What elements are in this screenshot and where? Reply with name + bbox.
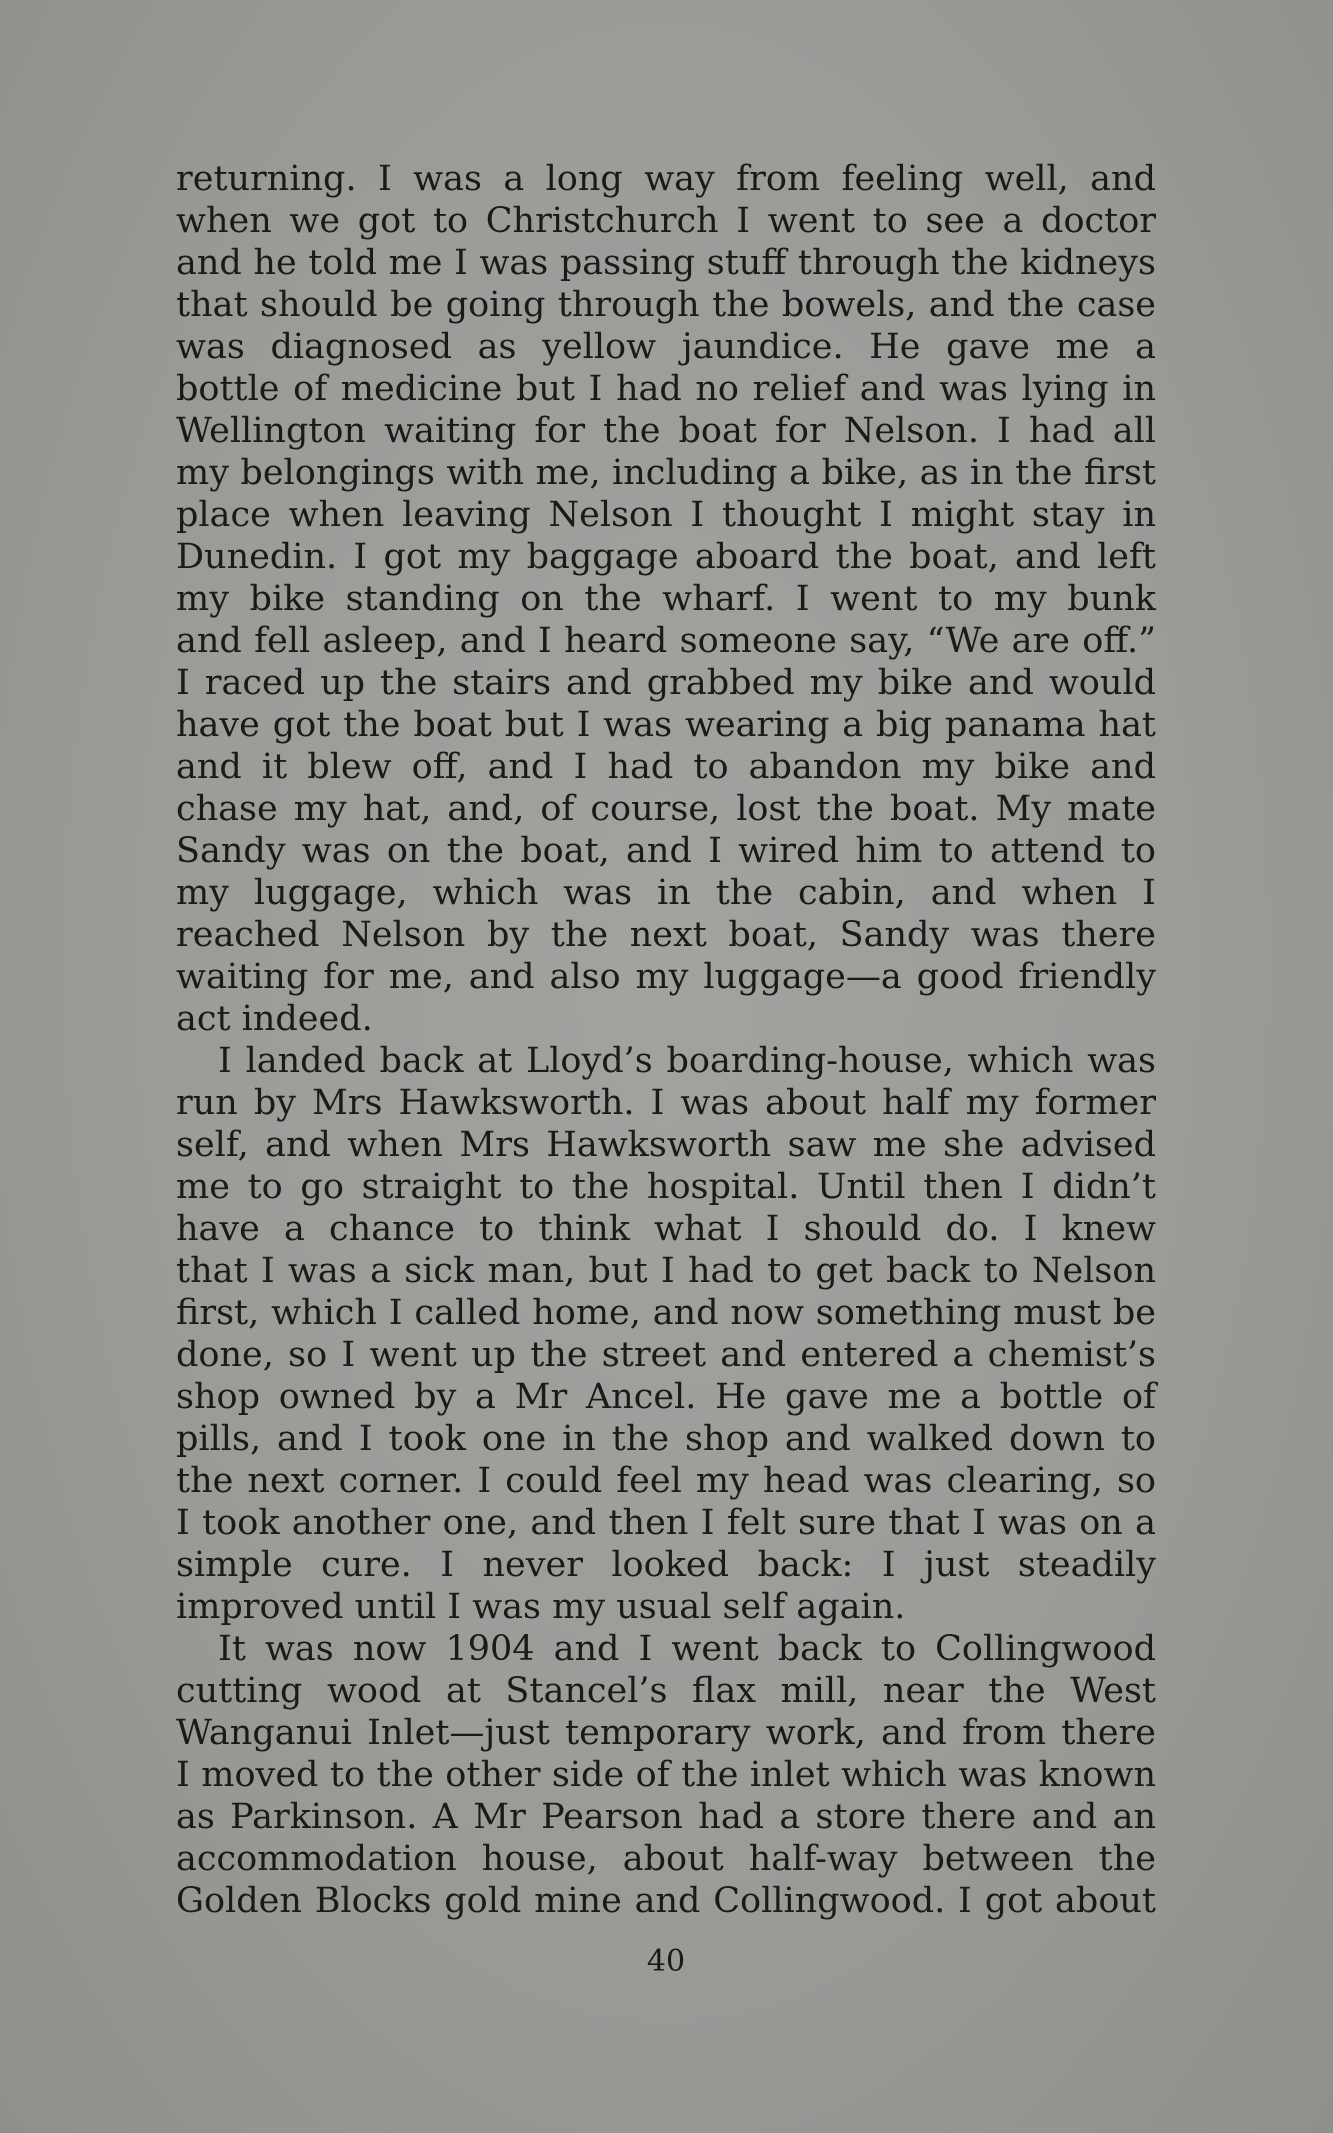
text-line: pills, and I took one in the shop and walked down to — [176, 1419, 1156, 1459]
text-line: have a chance to think what I should do. I knew — [176, 1209, 1156, 1249]
text-line: the next corner. I could feel my head was clearing, so — [176, 1461, 1156, 1501]
text-line: and he told me I was passing stuff through the kidneys — [176, 243, 1156, 283]
text-line: Sandy was on the boat, and I wired him to attend to — [176, 831, 1156, 871]
text-line: I raced up the stairs and grabbed my bike and would — [176, 663, 1156, 703]
text-line: me to go straight to the hospital. Until then I didn’t — [176, 1167, 1156, 1207]
text-line: I took another one, and then I felt sure that I was on a — [176, 1503, 1156, 1543]
text-line: and it blew off, and I had to abandon my bike and — [176, 747, 1156, 787]
body-text — [176, 158, 1156, 1922]
text-line: It was now 1904 and I went back to Collingwood — [218, 1629, 1156, 1669]
text-line: I moved to the other side of the inlet which was known — [176, 1755, 1156, 1795]
book-page — [176, 158, 1156, 2058]
text-line: that should be going through the bowels, and the case — [176, 285, 1156, 325]
text-line: when we got to Christchurch I went to see a doctor — [176, 201, 1156, 241]
text-line: my luggage, which was in the cabin, and when I — [176, 873, 1156, 913]
text-line: waiting for me, and also my luggage—a good friendly — [176, 957, 1156, 997]
text-line: returning. I was a long way from feeling well, and — [176, 159, 1156, 199]
text-line: act indeed. — [176, 999, 373, 1039]
text-line: and fell asleep, and I heard someone say, “We are off.” — [176, 621, 1156, 661]
text-line: done, so I went up the street and entered a chemist’s — [176, 1335, 1156, 1375]
text-line: Wellington waiting for the boat for Nelson. I had all — [176, 411, 1156, 451]
text-line: improved until I was my usual self again. — [176, 1587, 906, 1627]
text-line: was diagnosed as yellow jaundice. He gave me a — [176, 327, 1156, 367]
paragraph — [176, 1040, 1156, 1628]
text-line: Wanganui Inlet—just temporary work, and from there — [176, 1713, 1156, 1753]
text-line: place when leaving Nelson I thought I might stay in — [176, 495, 1156, 535]
page-number: 40 — [646, 1944, 686, 1979]
paragraph — [176, 1628, 1156, 1922]
text-line: my belongings with me, including a bike, as in the first — [176, 453, 1156, 493]
text-line: accommodation house, about half-way between the — [176, 1839, 1156, 1879]
text-line: chase my hat, and, of course, lost the boat. My mate — [176, 789, 1156, 829]
text-line: run by Mrs Hawksworth. I was about half my former — [176, 1083, 1156, 1123]
text-line: Dunedin. I got my baggage aboard the boat, and left — [176, 537, 1156, 577]
text-line: that I was a sick man, but I had to get back to Nelson — [176, 1251, 1156, 1291]
text-line: self, and when Mrs Hawksworth saw me she advised — [176, 1125, 1156, 1165]
text-line: my bike standing on the wharf. I went to my bunk — [176, 579, 1156, 619]
paragraph — [176, 158, 1156, 1040]
text-line: Golden Blocks gold mine and Collingwood. I got about — [176, 1881, 1156, 1921]
text-line: I landed back at Lloyd’s boarding-house, which was — [218, 1041, 1156, 1081]
text-line: shop owned by a Mr Ancel. He gave me a bottle of — [176, 1377, 1156, 1417]
text-line: bottle of medicine but I had no relief and was lying in — [176, 369, 1156, 409]
text-line: simple cure. I never looked back: I just steadily — [176, 1545, 1156, 1585]
text-line: cutting wood at Stancel’s flax mill, near the West — [176, 1671, 1156, 1711]
text-line: as Parkinson. A Mr Pearson had a store there and an — [176, 1797, 1156, 1837]
text-line: first, which I called home, and now something must be — [176, 1293, 1156, 1333]
text-line: reached Nelson by the next boat, Sandy was there — [176, 915, 1156, 955]
text-line: have got the boat but I was wearing a big panama hat — [176, 705, 1156, 745]
